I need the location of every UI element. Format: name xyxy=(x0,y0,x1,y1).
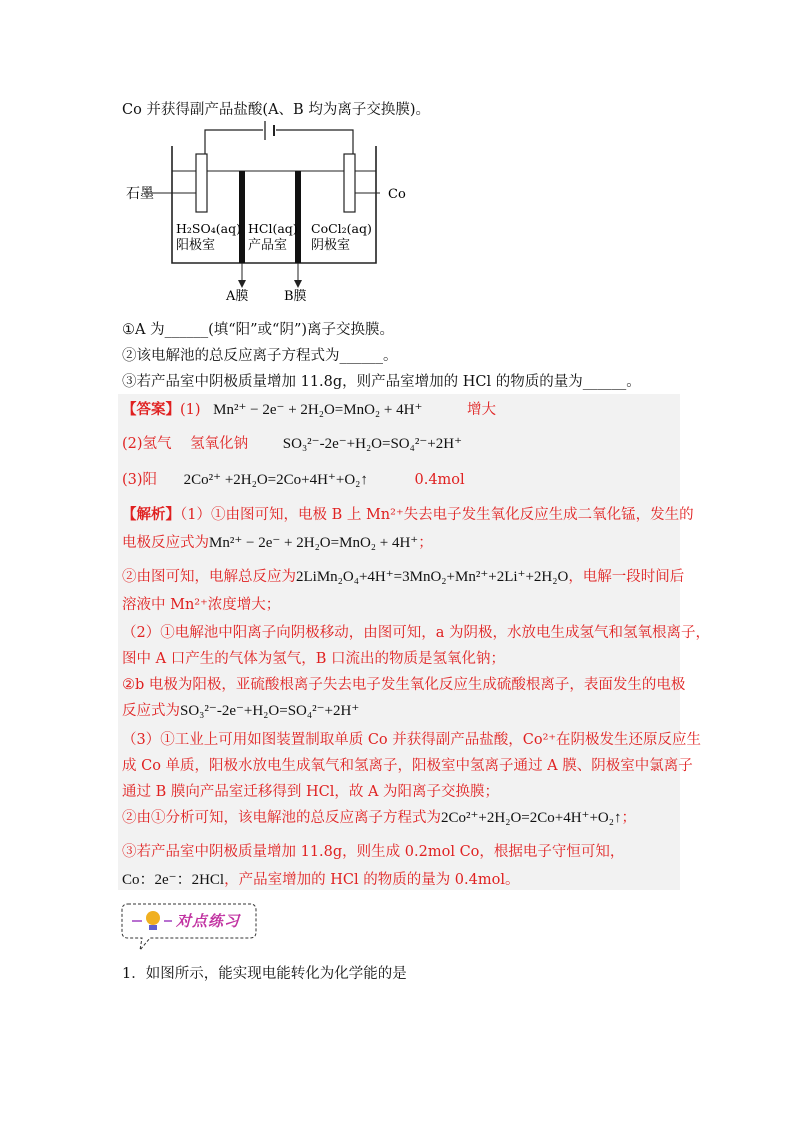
analysis-line-12 xyxy=(122,806,636,827)
analysis-l2-eq: Mn²⁺ − 2e⁻ + 2H₂O=MnO₂ + 4H⁺ xyxy=(209,535,419,551)
analysis-line-4: 溶液中 Mn²⁺浓度增大； xyxy=(122,597,281,613)
banner-label: 对点练习 xyxy=(176,912,241,930)
analysis-l12-text: ②由①分析可知，该电解池的总反应离子方程式为 xyxy=(122,810,441,826)
answer-line-3 xyxy=(122,468,465,489)
answer-part2-eq: SO₃²⁻-2e⁻+H₂O=SO₄²⁻+2H⁺ xyxy=(282,436,462,452)
label-membrane-a: A膜 xyxy=(226,289,249,304)
analysis-line-3 xyxy=(122,565,684,586)
analysis-line-1 xyxy=(122,503,694,524)
analysis-line-6: 图中 A 口产生的气体为氢气，B 口流出的物质是氢氧化钠； xyxy=(122,651,505,667)
label-anode-room: 阳极室 xyxy=(176,238,216,253)
analysis-line-14 xyxy=(122,868,519,889)
analysis-l12-eq: 2Co²⁺+2H₂O=2Co+4H⁺+O₂↑ xyxy=(441,810,622,826)
analysis-l8-eq: SO₃²⁻-2e⁻+H₂O=SO₄²⁻+2H⁺ xyxy=(180,703,360,719)
label-product-room: 产品室 xyxy=(248,238,288,253)
answer-line-1 xyxy=(122,398,496,419)
answer-part3-label: (3)阳 xyxy=(122,472,158,488)
next-question: 1．如图所示，能实现电能转化为化学能的是 xyxy=(122,966,407,982)
label-cocl2: CoCl₂(aq) xyxy=(311,221,372,236)
answer-tag: 【答案】 xyxy=(122,401,180,418)
lightbulb-icon xyxy=(146,908,160,930)
analysis-line-11: 通过 B 膜向产品室迁移得到 HCl，故 A 为阳离子交换膜； xyxy=(122,784,500,800)
analysis-l2-end: ； xyxy=(418,535,433,551)
analysis-line-13: ③若产品室中阴极质量增加 11.8g，则生成 0.2mol Co，根据电子守恒可知， xyxy=(122,844,625,860)
analysis-l2-text: 电极反应式为 xyxy=(122,535,209,551)
analysis-l14-text: ，产品室增加的 HCl 的物质的量为 0.4mol。 xyxy=(224,872,520,888)
membrane-b-bar xyxy=(295,171,301,263)
analysis-l12-end: ； xyxy=(621,810,636,826)
label-co: Co xyxy=(388,187,406,202)
analysis-l1: （1）①由图可知，电极 B 上 Mn²⁺失去电子发生氧化反应生成二氧化锰，发生的 xyxy=(180,507,694,523)
answer-part2-label: (2)氢气 xyxy=(122,436,172,452)
question-3: ③若产品室中阴极质量增加 11.8g，则产品室增加的 HCl 的物质的量为______。 xyxy=(122,374,641,390)
label-membrane-b: B膜 xyxy=(284,289,307,304)
analysis-l3-end: ，电解一段时间后 xyxy=(568,569,685,585)
practice-banner xyxy=(120,900,260,954)
answer-part1-label: (1) xyxy=(180,402,201,418)
intro-line: Co 并获得副产品盐酸(A、B 均为离子交换膜)。 xyxy=(122,102,430,118)
electrolysis-diagram xyxy=(118,118,418,308)
analysis-line-5: （2）①电解池中阳离子向阴极移动，由图可知，a 为阴极，水放电生成氢气和氢氧根离子， xyxy=(122,625,710,641)
answer-part1-eq: Mn²⁺ − 2e⁻ + 2H₂O=MnO₂ + 4H⁺ xyxy=(213,402,423,418)
membrane-a-bar xyxy=(239,171,245,263)
analysis-l3-eq: 2LiMn₂O₄+4H⁺=3MnO₂+Mn²⁺+2Li⁺+2H₂O xyxy=(296,569,569,585)
analysis-line-7: ②b 电极为阳极，亚硫酸根离子失去电子发生氧化反应生成硫酸根离子，表面发生的电极 xyxy=(122,677,686,693)
answer-part3-eq: 2Co²⁺ +2H₂O=2Co+4H⁺+O₂↑ xyxy=(183,472,368,488)
answer-part3-result: 0.4mol xyxy=(414,472,465,488)
analysis-l8-text: 反应式为 xyxy=(122,703,180,719)
question-2: ②该电解池的总反应离子方程式为______。 xyxy=(122,348,398,364)
label-h2so4: H₂SO₄(aq) xyxy=(176,221,241,236)
label-hcl: HCl(aq) xyxy=(248,221,298,236)
question-1: ①A 为______(填“阳”或“阴”)离子交换膜。 xyxy=(122,322,395,338)
answer-line-2 xyxy=(122,432,462,453)
answer-part2-product: 氢氧化钠 xyxy=(190,436,249,452)
analysis-line-10: 成 Co 单质，阳极水放电生成氧气和氢离子，阳极室中氢离子通过 A 膜、阴极室中氯离子 xyxy=(122,758,693,774)
analysis-tag: 【解析】 xyxy=(122,506,180,523)
analysis-line-2 xyxy=(122,531,433,552)
answer-part1-result: 增大 xyxy=(466,402,496,418)
analysis-l3-text: ②由图可知，电解总反应为 xyxy=(122,569,296,585)
label-cathode-room: 阴极室 xyxy=(311,238,351,253)
analysis-line-8 xyxy=(122,699,359,720)
label-graphite: 石墨 xyxy=(126,186,154,202)
analysis-l14-ratio: Co：2e⁻：2HCl xyxy=(122,872,225,888)
analysis-line-9: （3）①工业上可用如图装置制取单质 Co 并获得副产品盐酸，Co²⁺在阴极发生还原反应生 xyxy=(122,732,702,748)
